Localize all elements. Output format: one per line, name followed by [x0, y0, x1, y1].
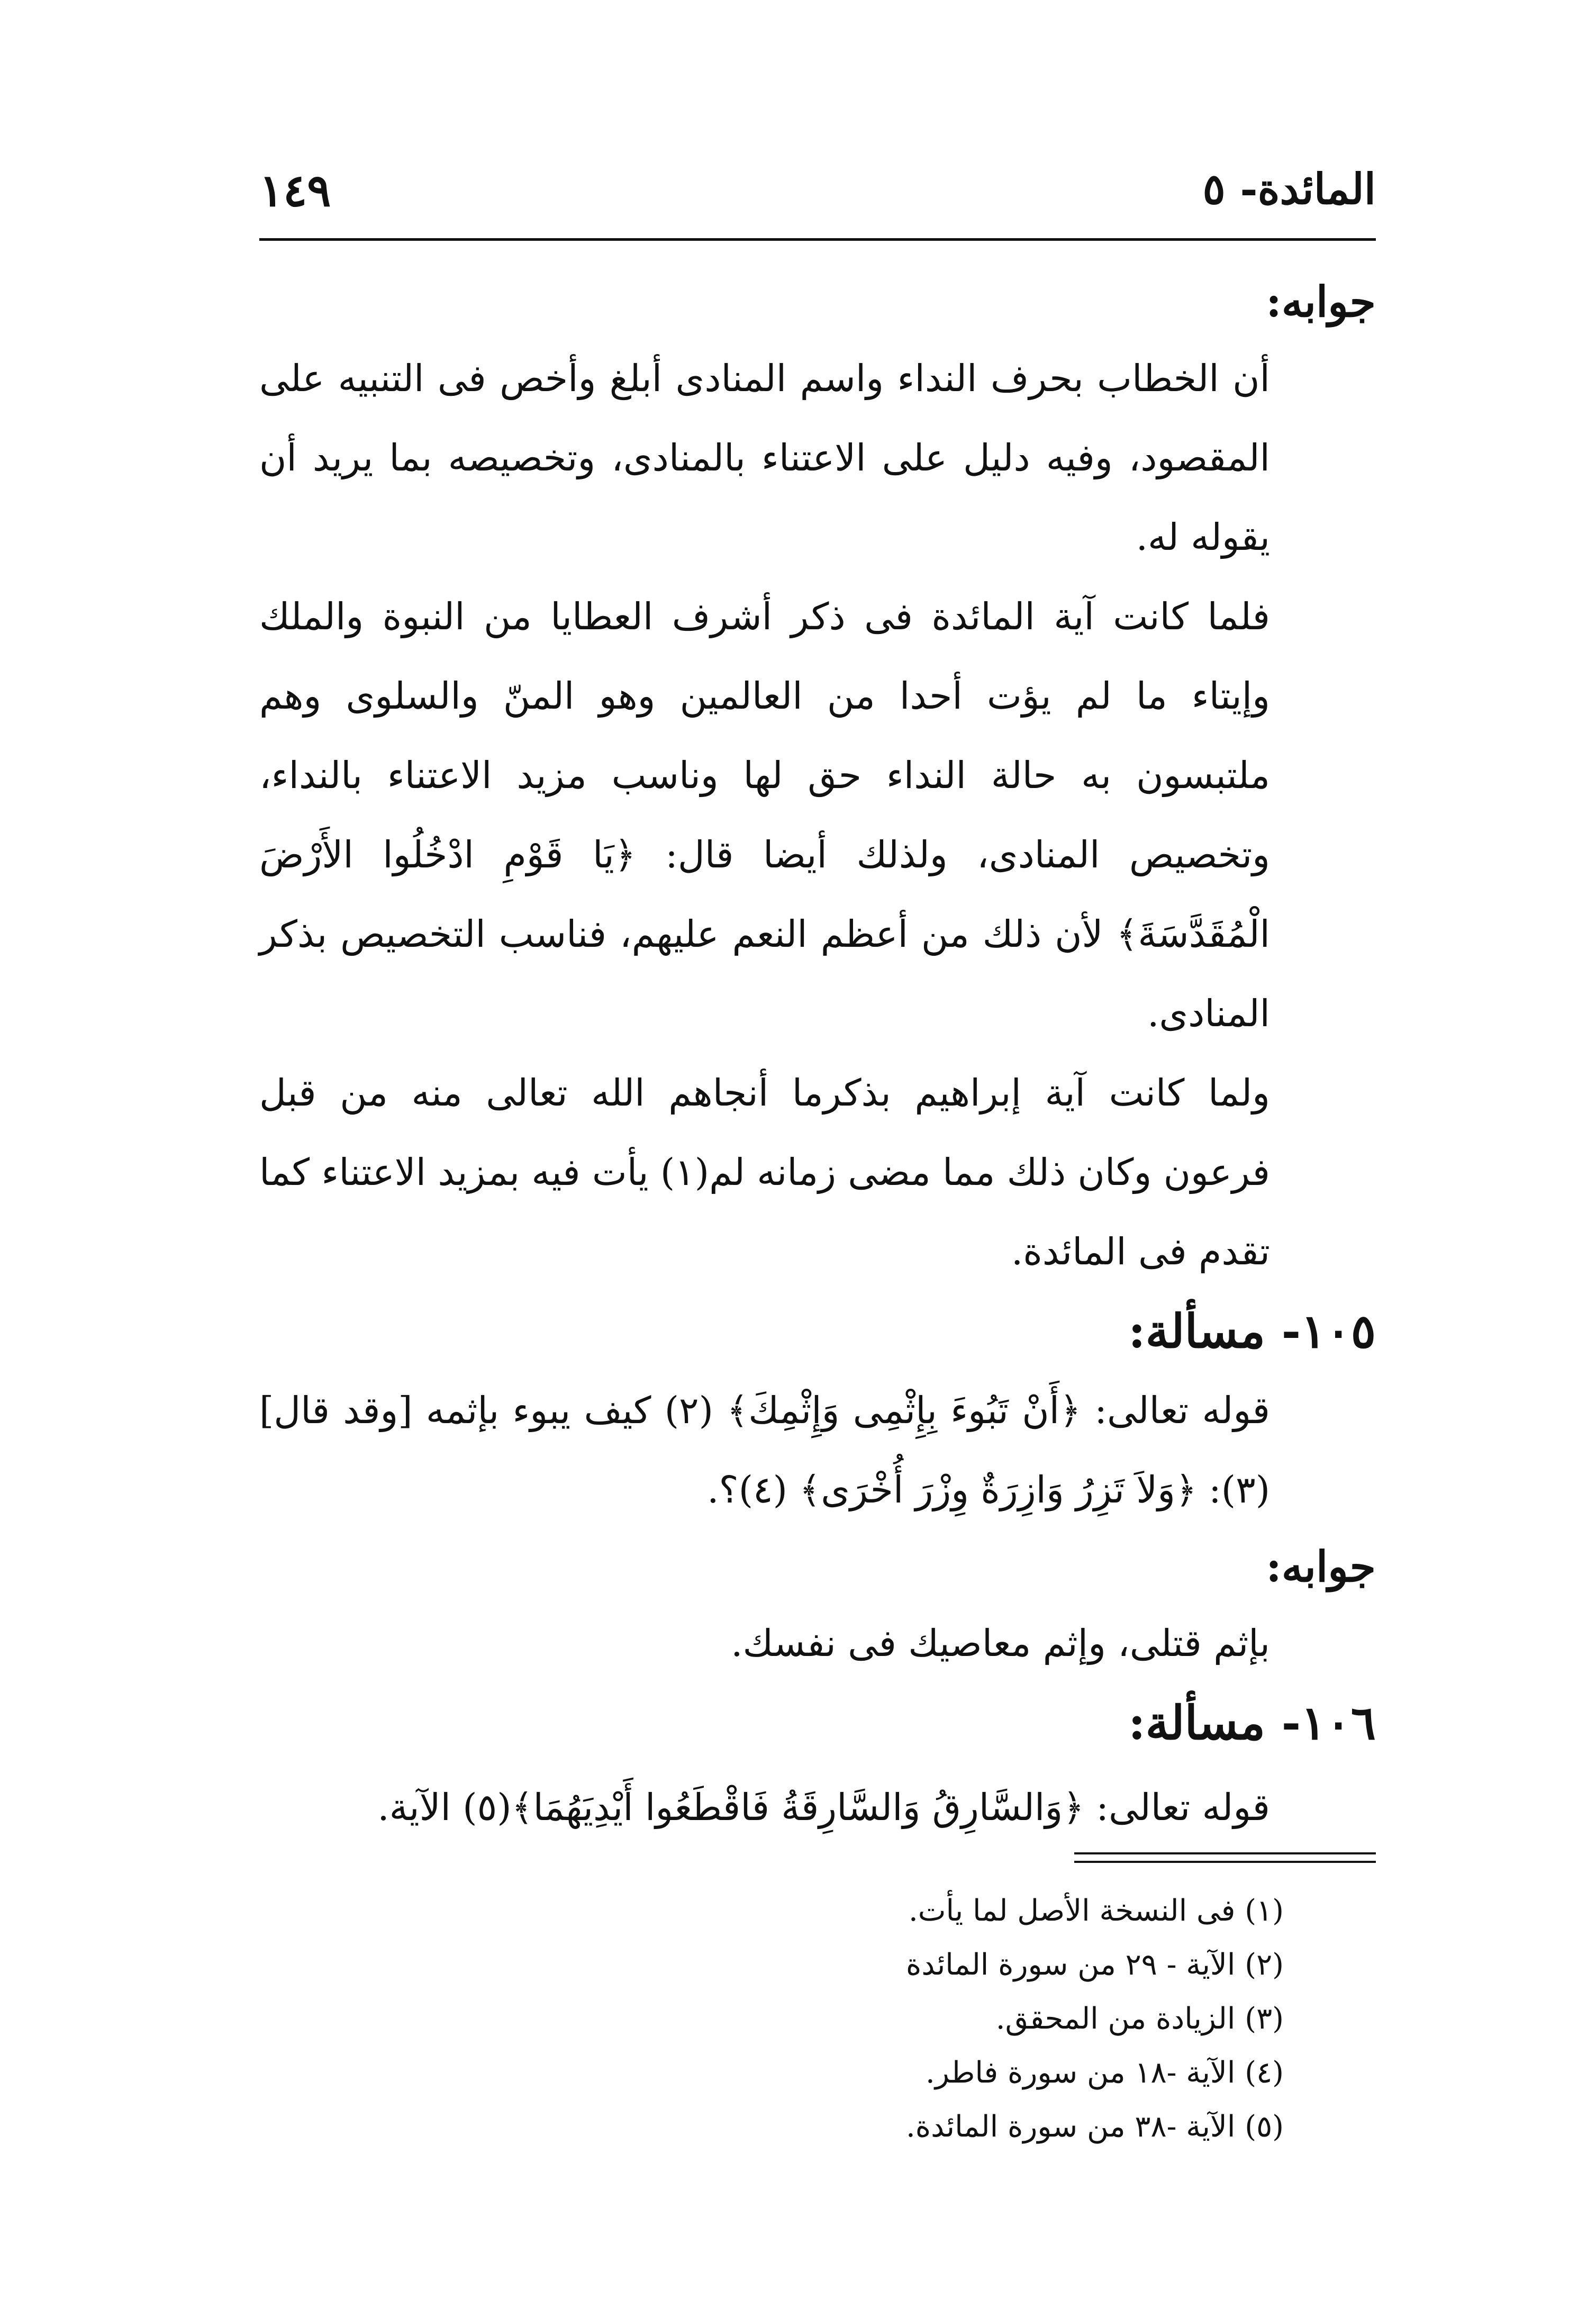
question-heading-106: ١٠٦- مسألة: — [1128, 1695, 1376, 1750]
footnote-divider — [1074, 1852, 1376, 1863]
chapter-title: المائدة- ٥ — [1202, 164, 1376, 214]
answer-heading: جوابه: — [1266, 277, 1376, 327]
question-heading-105: ١٠٥- مسألة: — [1128, 1304, 1376, 1359]
question-text-106: قوله تعالى: ﴿وَالسَّارِقُ وَالسَّارِقَةُ فَاقْطَعُوا أَيْدِيَهُمَا﴾(٥) الآية. — [377, 1786, 1270, 1829]
footnote: (٤) الآية -١٨ من سورة فاطر. — [926, 2056, 1284, 2090]
question-text-105: قوله تعالى: ﴿أَنْ تَبُوءَ بِإِثْمِى وَإِثْمِكَ﴾ (٢) كيف يبوء بإثمه [وقد قال] (٣): ﴿وَلاَ تَزِرُ وَازِرَةٌ وِزْرَ أُخْرَى﴾ (٤)؟. — [259, 1389, 1270, 1512]
main-text — [259, 265, 1376, 1842]
header-divider — [259, 238, 1376, 241]
footnote: (٥) الآية -٣٨ من سورة المائدة. — [905, 2110, 1284, 2144]
page-number: ١٤٩ — [259, 164, 331, 216]
footnote: (٢) الآية - ٢٩ من سورة المائدة — [905, 1948, 1284, 1982]
page-header — [259, 153, 1376, 228]
paragraph: فلما كانت آية المائدة فى ذكر أشرف العطايا من النبوة والملك وإيتاء ما لم يؤت أحدا من العالمين وهو المنّ والسلوى وهم ملتبسون به حالة النداء حق لها وناسب مزيد الاعتناء بالنداء، وتخصيص المنادى، ولذلك أيضا قال: ﴿يَا قَوْمِ ادْخُلُوا الأَرْضَ الْمُقَدَّسَةَ﴾ لأن ذلك من أعظم النعم عليهم، فناسب التخصيص بذكر المنادى. — [259, 595, 1270, 1035]
footnotes — [490, 1884, 1284, 2154]
answer-text: بإثم قتلى، وإثم معاصيك فى نفسك. — [731, 1622, 1270, 1665]
paragraph: أن الخطاب بحرف النداء واسم المنادى أبلغ وأخص فى التنبيه على المقصود، وفيه دليل على الاعتناء بالمنادى، وتخصيصه بما يريد أن يقوله له. — [259, 357, 1270, 559]
footnote: (١) فى النسخة الأصل لما يأت. — [908, 1894, 1284, 1928]
answer-heading: جوابه: — [1266, 1542, 1376, 1591]
footnote: (٣) الزيادة من المحقق. — [995, 2002, 1284, 2036]
paragraph: ولما كانت آية إبراهيم بذكرما أنجاهم الله تعالى منه من قبل فرعون وكان ذلك مما مضى زمانه لم(١) يأت فيه بمزيد الاعتناء كما تقدم فى المائدة. — [259, 1071, 1271, 1273]
